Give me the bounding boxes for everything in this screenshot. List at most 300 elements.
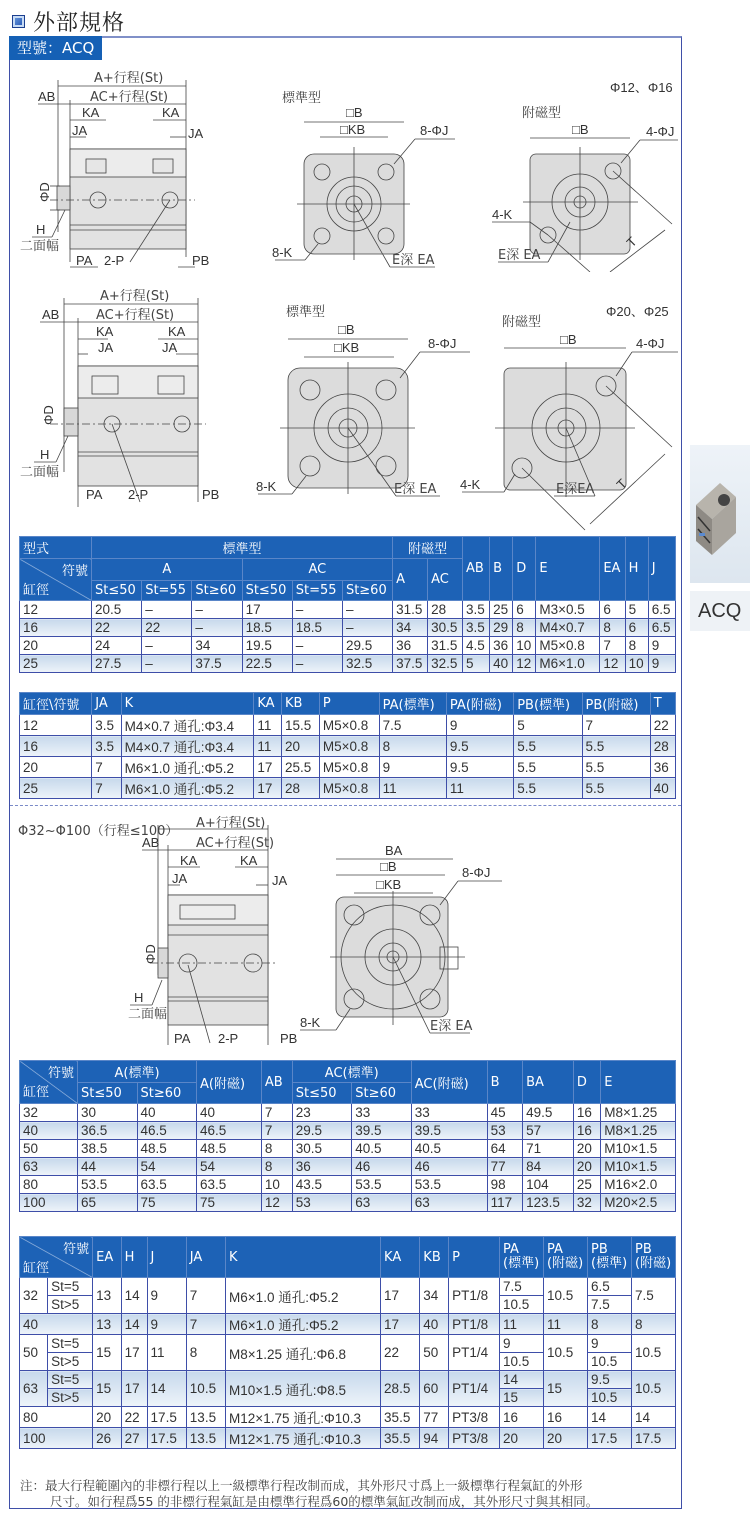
mag-4k-2: 4-K — [460, 477, 481, 492]
cell: 9.5 — [446, 736, 513, 757]
th-pb-std: PB (標準) — [588, 1237, 632, 1278]
cell: 17.5 — [147, 1407, 186, 1428]
cell: 36 — [292, 1158, 352, 1176]
th-bore: 缸徑 — [23, 583, 50, 598]
cell: 11 — [544, 1314, 588, 1335]
th-ka: KA — [254, 693, 282, 715]
cell: 40 — [650, 778, 675, 799]
cell: 14 — [588, 1407, 632, 1428]
dim-ja-left-2: JA — [98, 340, 114, 355]
dim-ka-left: KA — [82, 105, 100, 120]
th-ja: JA — [186, 1237, 225, 1278]
table-row — [20, 757, 676, 778]
cell: 104 — [523, 1176, 574, 1194]
cell: 39.5 — [411, 1122, 487, 1140]
th-symbol: 符號 — [61, 564, 88, 579]
spec-table-small-bore-1 — [19, 536, 676, 673]
cell: 25 — [20, 778, 92, 799]
cell: 31.5 — [393, 601, 428, 619]
th-symbol-bore-4 — [20, 1237, 93, 1278]
std-title-2: 標準型 — [286, 305, 326, 320]
dim-ja-left-3: JA — [172, 871, 188, 886]
cell: 32.5 — [428, 655, 463, 673]
cell: 20 — [93, 1407, 121, 1428]
front-b: □B — [380, 859, 397, 874]
cell: – — [142, 601, 192, 619]
th-a-mag: A(附磁) — [197, 1061, 262, 1104]
spec-table-large-bore-1 — [19, 1060, 676, 1212]
std-eea-2: E深 EA — [394, 482, 437, 497]
cell: 17 — [121, 1371, 147, 1407]
th-st4: St≤50 — [242, 581, 292, 601]
cell: 32.5 — [342, 655, 392, 673]
cell: 7.5 — [379, 715, 446, 736]
th-kb: KB — [281, 693, 319, 715]
cell: 13.5 — [186, 1407, 225, 1428]
table-row — [20, 1407, 676, 1428]
cell: 117 — [487, 1194, 523, 1212]
cell: 15 — [93, 1371, 121, 1407]
cell: 77 — [420, 1407, 449, 1428]
std-title-1: 標準型 — [282, 91, 322, 106]
cell: 3.5 — [463, 601, 490, 619]
footnote-line-2: 尺寸。如行程爲55 的非標行程氣缸是由標準行程爲60的標準氣缸改制而成，其外形尺寸與其相同。 — [50, 1494, 599, 1509]
cell: 40 — [20, 1122, 78, 1140]
cell: M10×1.5 — [601, 1158, 676, 1176]
table-row — [20, 1335, 676, 1353]
th-bore-symbol: 缸徑\符號 — [20, 693, 92, 715]
cell: 22 — [142, 619, 192, 637]
cell: 123.5 — [523, 1194, 574, 1212]
dim-ja-right: JA — [188, 126, 204, 141]
th-e: E — [601, 1061, 676, 1104]
cell-bore: 32 — [20, 1278, 48, 1314]
cell: M3×0.5 — [536, 601, 600, 619]
dim-ka-left-3: KA — [180, 853, 198, 868]
cell: 45 — [487, 1104, 523, 1122]
th-mag-ac: AC — [428, 559, 463, 601]
cell: 15.5 — [281, 715, 319, 736]
dim-ka-left-2: KA — [96, 324, 114, 339]
cell: M8×1.25 — [601, 1122, 676, 1140]
cell: 22 — [381, 1335, 420, 1371]
table-row — [20, 619, 676, 637]
dim-phi-d: ΦD — [37, 182, 52, 202]
th-p: P — [319, 693, 379, 715]
cell: 63.5 — [137, 1176, 197, 1194]
dim-pb-3: PB — [280, 1031, 298, 1046]
th-mag-a: A — [393, 559, 428, 601]
cell: 9 — [588, 1335, 632, 1353]
cell: 11 — [500, 1314, 544, 1335]
cell: 20 — [544, 1428, 588, 1449]
cell: 20 — [281, 736, 319, 757]
cell: 54 — [137, 1158, 197, 1176]
cell-st-eq: St=5 — [48, 1278, 93, 1296]
cell: 9 — [147, 1278, 186, 1314]
cell: 14 — [147, 1371, 186, 1407]
front-eea: E深 EA — [430, 1019, 473, 1034]
th-ka: KA — [381, 1237, 420, 1278]
cell: – — [142, 655, 192, 673]
cell: 11 — [379, 778, 446, 799]
cell: M6×1.0 通孔:Φ5.2 — [226, 1314, 381, 1335]
dim-ka-right-2: KA — [168, 324, 186, 339]
dim-ab-2: AB — [42, 307, 60, 322]
cell: 29.5 — [342, 637, 392, 655]
cell: 12 — [513, 655, 536, 673]
cell: 30 — [78, 1104, 138, 1122]
cell: 12 — [261, 1194, 292, 1212]
cell: M6×1.0 通孔:Φ5.2 — [121, 757, 254, 778]
cylinder-photo-icon — [690, 445, 750, 583]
front-kb: □KB — [376, 877, 402, 892]
cell: 31.5 — [428, 637, 463, 655]
front-8k: 8-K — [300, 1015, 321, 1030]
cell: M4×0.7 — [536, 619, 600, 637]
cell: 27 — [121, 1428, 147, 1449]
table-row — [20, 1194, 676, 1212]
std-kb-2: □KB — [334, 340, 360, 355]
cell: 7.5 — [588, 1296, 632, 1314]
spec-table-small-bore-2 — [19, 692, 676, 799]
cell: 34 — [393, 619, 428, 637]
table-row — [20, 637, 676, 655]
cell: M12×1.75 通孔:Φ10.3 — [226, 1428, 381, 1449]
cell: M10×1.5 通孔:Φ8.5 — [226, 1371, 381, 1407]
cell: 12 — [20, 715, 92, 736]
front-8phij: 8-ΦJ — [462, 865, 491, 880]
cell: 7 — [92, 757, 121, 778]
th-ea: EA — [600, 537, 625, 601]
cell: 28 — [428, 601, 463, 619]
cell: 17 — [254, 778, 282, 799]
cell: 35.5 — [381, 1407, 420, 1428]
cell: M10×1.5 — [601, 1140, 676, 1158]
cell: 6 — [600, 601, 625, 619]
product-label: ACQ — [690, 591, 750, 631]
th-pb-mag: PB (附磁) — [632, 1237, 676, 1278]
cell: 34 — [420, 1278, 449, 1314]
cell: 10.5 — [588, 1353, 632, 1371]
th-e: E — [536, 537, 600, 601]
cell: 20.5 — [92, 601, 142, 619]
cell: 40 — [197, 1104, 262, 1122]
cell: 48.5 — [137, 1140, 197, 1158]
footnote-line-1: 注：最大行程範圍內的非標行程以上一級標準行程改制而成，其外形尺寸爲上一級標準行程氣缸的外形 — [20, 1478, 583, 1493]
cell: 33 — [352, 1104, 412, 1122]
th-a: A — [92, 559, 243, 581]
cell: 50 — [20, 1140, 78, 1158]
cell: 33 — [411, 1104, 487, 1122]
cell: 7 — [600, 637, 625, 655]
cell: 63 — [20, 1158, 78, 1176]
th-k: K — [226, 1237, 381, 1278]
cell: 10 — [261, 1176, 292, 1194]
th-st2: St=55 — [142, 581, 192, 601]
cell: PT1/4 — [449, 1371, 500, 1407]
cell: 17.5 — [588, 1428, 632, 1449]
cell: 22 — [650, 715, 675, 736]
cell: 64 — [487, 1140, 523, 1158]
cell: 8 — [625, 637, 648, 655]
cell: 20 — [20, 637, 92, 655]
std-8k-2: 8-K — [256, 479, 277, 494]
cell: 16 — [544, 1407, 588, 1428]
cell: 11 — [446, 778, 513, 799]
cell: 63 — [411, 1194, 487, 1212]
cell: M6×1.0 通孔:Φ5.2 — [226, 1278, 381, 1314]
cell: – — [192, 601, 242, 619]
table-row — [20, 778, 676, 799]
cell: 65 — [78, 1194, 138, 1212]
th-pa-mag: PA (附磁) — [544, 1237, 588, 1278]
table-row — [20, 715, 676, 736]
cell: 7 — [582, 715, 650, 736]
th-ba: BA — [523, 1061, 574, 1104]
cell: PT3/8 — [449, 1407, 500, 1428]
cell-st-eq: St=5 — [48, 1371, 93, 1389]
th-st2: St≥60 — [137, 1083, 197, 1104]
cell: 5 — [463, 655, 490, 673]
dim-ka-right-3: KA — [240, 853, 258, 868]
cell: 9 — [446, 715, 513, 736]
dim-2p-3: 2-P — [218, 1031, 239, 1046]
cell: 18.5 — [292, 619, 342, 637]
cell: 6 — [513, 601, 536, 619]
th-st1: St≤50 — [78, 1083, 138, 1104]
cell: 22 — [121, 1407, 147, 1428]
table-row — [20, 1314, 676, 1335]
cell: 9 — [648, 655, 675, 673]
cell: 17 — [121, 1335, 147, 1371]
th-st1: St≤50 — [92, 581, 142, 601]
cell: 8 — [261, 1158, 292, 1176]
cell: M8×1.25 通孔:Φ6.8 — [226, 1335, 381, 1371]
dim-ka-right: KA — [162, 105, 180, 120]
th-ja: JA — [92, 693, 121, 715]
th-standard: 標準型 — [92, 537, 393, 559]
cell: 9 — [379, 757, 446, 778]
cell: – — [342, 619, 392, 637]
cell: 6.5 — [648, 619, 675, 637]
cell-bore: 40 — [20, 1314, 93, 1335]
section-divider — [10, 805, 681, 806]
mag-title-2: 附磁型 — [502, 315, 542, 330]
cell: M6×1.0 — [536, 655, 600, 673]
cell: 10 — [513, 637, 536, 655]
cell: 14 — [121, 1314, 147, 1335]
dim-ac-stroke: AC+行程(St) — [90, 90, 169, 105]
std-8k-1: 8-K — [272, 245, 293, 260]
footnote — [20, 1478, 598, 1510]
cell: 12 — [20, 601, 92, 619]
th-ac-std: AC(標準) — [292, 1061, 411, 1083]
mag-t-1: T — [623, 233, 640, 251]
th-st6: St≥60 — [342, 581, 392, 601]
cell: 10.5 — [186, 1371, 225, 1407]
drawing-phi32-100 — [10, 815, 682, 1055]
table-row — [20, 1371, 676, 1389]
size-note-3: Φ32~Φ100（行程≤100） — [18, 824, 179, 839]
th-symbol-bore — [20, 559, 92, 601]
std-b-1: □B — [346, 105, 363, 120]
front-ba: BA — [385, 843, 403, 858]
cell: 71 — [523, 1140, 574, 1158]
cell: 6.5 — [588, 1278, 632, 1296]
th-t: T — [650, 693, 675, 715]
std-eea-1: E深 EA — [392, 253, 435, 268]
dim-a-stroke-2: A+行程(St) — [100, 289, 170, 304]
th-ab: AB — [463, 537, 490, 601]
drawing-phi12-16 — [10, 62, 682, 272]
table-row — [20, 1278, 676, 1296]
cell: 5.5 — [514, 736, 582, 757]
section-title-text: 外部規格 — [33, 10, 126, 36]
cell: 29 — [490, 619, 513, 637]
cell: 25 — [20, 655, 92, 673]
cell: 75 — [137, 1194, 197, 1212]
std-8phij-2: 8-ΦJ — [428, 336, 457, 351]
th-st3: St≥60 — [192, 581, 242, 601]
dim-pa-3: PA — [174, 1031, 191, 1046]
th-pa-std: PA(標準) — [379, 693, 446, 715]
dim-ab: AB — [38, 89, 56, 104]
cell: 13 — [93, 1278, 121, 1314]
cell-st-eq: St=5 — [48, 1335, 93, 1353]
cell: 10.5 — [632, 1371, 676, 1407]
cell: 5 — [625, 601, 648, 619]
cell: – — [292, 637, 342, 655]
table-row — [20, 655, 676, 673]
cell: 13 — [93, 1314, 121, 1335]
cell: 9 — [147, 1314, 186, 1335]
cell: 36 — [490, 637, 513, 655]
cell: 53.5 — [411, 1176, 487, 1194]
cell: 63 — [352, 1194, 412, 1212]
cell: 38.5 — [78, 1140, 138, 1158]
cell: 8 — [588, 1314, 632, 1335]
table-row — [20, 1176, 676, 1194]
cell: 17 — [381, 1314, 420, 1335]
cell: 7 — [92, 778, 121, 799]
dim-phi-d-3: ΦD — [143, 944, 158, 964]
th-ea: EA — [93, 1237, 121, 1278]
cell: – — [292, 601, 342, 619]
cell: 11 — [254, 736, 282, 757]
mag-4phij-1: 4-ΦJ — [646, 124, 675, 139]
cell-bore: 80 — [20, 1407, 93, 1428]
dim-ja-right-3: JA — [272, 873, 288, 888]
cell: 50 — [420, 1335, 449, 1371]
cell: 20 — [573, 1140, 600, 1158]
mag-eea-2: E深EA — [556, 482, 595, 497]
cell: 57 — [523, 1122, 574, 1140]
cell: 40.5 — [411, 1140, 487, 1158]
table-row — [20, 1158, 676, 1176]
cell: 26 — [93, 1428, 121, 1449]
cell: 23 — [292, 1104, 352, 1122]
size-note-1: Φ12、Φ16 — [610, 80, 673, 95]
th-symbol-bore-3 — [20, 1061, 78, 1104]
dim-a-stroke: A+行程(St) — [94, 71, 164, 86]
cell: 100 — [20, 1194, 78, 1212]
cell: 94 — [420, 1428, 449, 1449]
cell: 16 — [573, 1104, 600, 1122]
cell: 15 — [93, 1335, 121, 1371]
cell: 5 — [514, 715, 582, 736]
th-pb-std: PB(標準) — [514, 693, 582, 715]
cell: 16 — [573, 1122, 600, 1140]
mag-b-2: □B — [560, 332, 577, 347]
cell: 40 — [490, 655, 513, 673]
cell: 7 — [186, 1278, 225, 1314]
cell: 6 — [625, 619, 648, 637]
cell: 11 — [147, 1335, 186, 1371]
cell-bore: 100 — [20, 1428, 93, 1449]
cell: 80 — [20, 1176, 78, 1194]
cell: 35.5 — [381, 1428, 420, 1449]
cell: 9.5 — [588, 1371, 632, 1389]
dim-flats-2: 二面幅 — [20, 465, 60, 480]
cell: PT3/8 — [449, 1428, 500, 1449]
section-title — [12, 6, 125, 36]
spec-table-large-bore-2 — [19, 1236, 676, 1449]
dim-ac-stroke-3: AC+行程(St) — [196, 836, 275, 851]
th-st3: St≤50 — [292, 1083, 352, 1104]
cell: 46.5 — [137, 1122, 197, 1140]
cell: 4.5 — [463, 637, 490, 655]
cell: PT1/8 — [449, 1314, 500, 1335]
th-b: B — [487, 1061, 523, 1104]
th-j: J — [147, 1237, 186, 1278]
th-symbol: 符號 — [47, 1066, 74, 1081]
cell: 20 — [500, 1428, 544, 1449]
cell: 32 — [20, 1104, 78, 1122]
cell: 37.5 — [393, 655, 428, 673]
cell: – — [142, 637, 192, 655]
cell: 17 — [254, 757, 282, 778]
cell: M8×1.25 — [601, 1104, 676, 1122]
cell: 53 — [487, 1122, 523, 1140]
cell: 10.5 — [588, 1389, 632, 1407]
th-h: H — [121, 1237, 147, 1278]
cell: 9 — [648, 637, 675, 655]
dim-flats: 二面幅 — [20, 239, 60, 254]
th-bore: 缸徑 — [23, 1085, 50, 1100]
cell: 20 — [20, 757, 92, 778]
cell: 84 — [523, 1158, 574, 1176]
cell: 28 — [281, 778, 319, 799]
th-symbol: 符號 — [63, 1242, 90, 1257]
cell: 8 — [600, 619, 625, 637]
cell: 7.5 — [632, 1278, 676, 1314]
cell-bore: 50 — [20, 1335, 48, 1371]
mag-t-2: T — [613, 475, 630, 493]
cell: 10.5 — [500, 1353, 544, 1371]
model-tag: 型號：ACQ — [9, 36, 102, 60]
cell: 34 — [192, 637, 242, 655]
dim-2p: 2-P — [104, 253, 125, 268]
cell: 8 — [379, 736, 446, 757]
cell: 98 — [487, 1176, 523, 1194]
cell: 46 — [352, 1158, 412, 1176]
cell: 3.5 — [463, 619, 490, 637]
cell: PT1/4 — [449, 1335, 500, 1371]
cell: 39.5 — [352, 1122, 412, 1140]
cell: 7.5 — [500, 1278, 544, 1296]
th-pa-mag: PA(附磁) — [446, 693, 513, 715]
